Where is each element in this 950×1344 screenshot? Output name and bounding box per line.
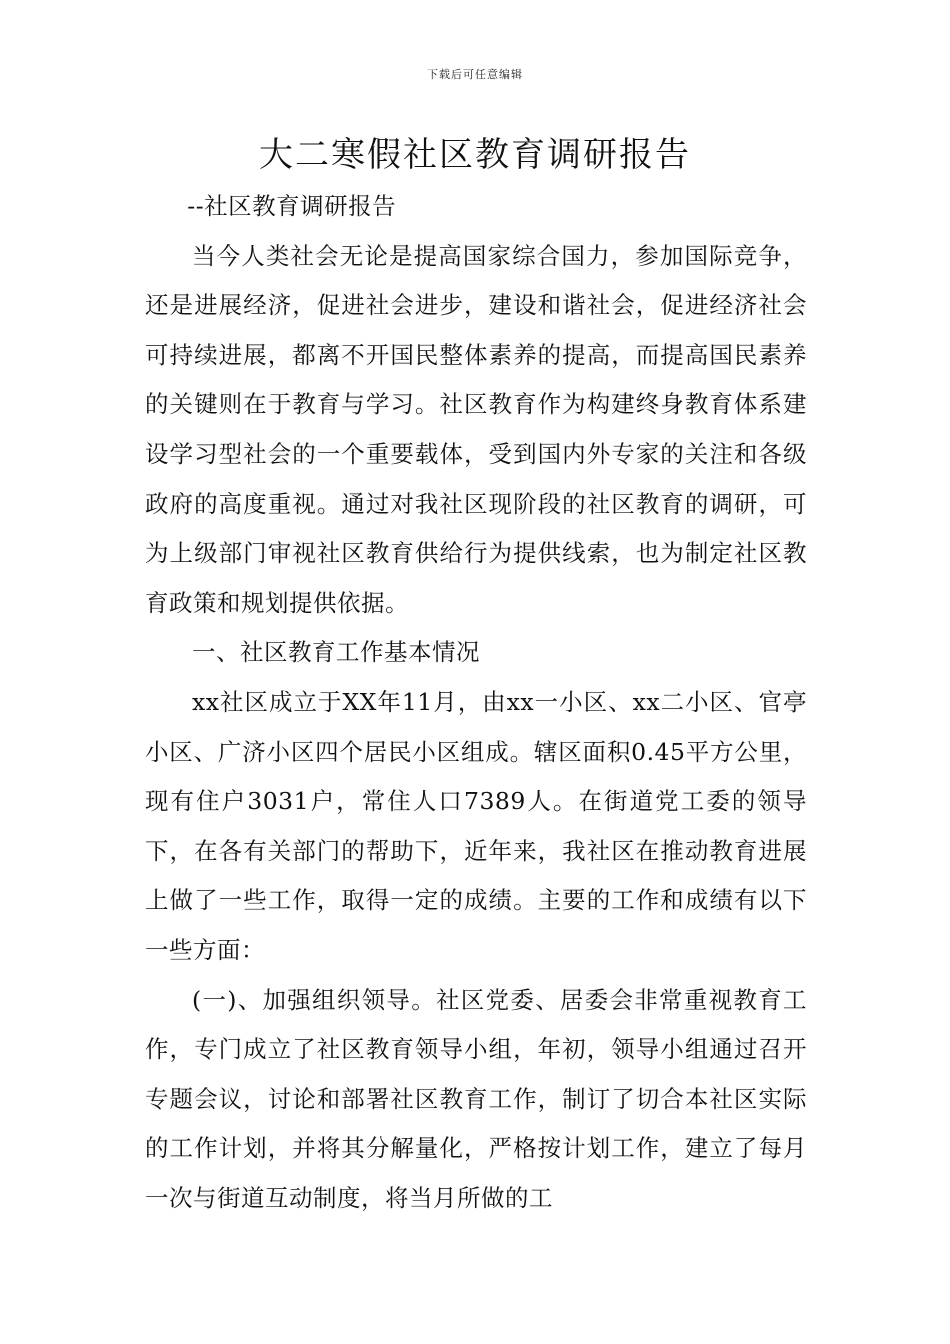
header-note: 下载后可任意编辑 (427, 68, 523, 81)
document-subtitle: --社区教育调研报告 (187, 192, 397, 220)
document-title: 大二寒假社区教育调研报告 (259, 135, 691, 175)
paragraph-organization-leadership: (一)、加强组织领导。社区党委、居委会非常重视教育工作，专门成立了社区教育领导小组，年初，领导小组通过召开专题会议，讨论和部署社区教育工作，制订了切合本社区实际的工作计划，并将其分解量化，严格按计划工作，建立了每月一次与街道互动制度，将当月所做的工 (145, 985, 807, 1212)
document-body (145, 182, 807, 1223)
section-heading-basic-situation: 一、社区教育工作基本情况 (192, 638, 480, 667)
paragraph-intro: 当今人类社会无论是提高国家综合国力，参加国际竞争，还是进展经济，促进社会进步，建设和谐社会，促进经济社会可持续进展，都离不开国民整体素养的提高，而提高国民素养的关键则在于教育与学习。社区教育作为构建终身教育体系建设学习型社会的一个重要载体，受到国内外专家的关注和各级政府的高度重视。通过对我社区现阶段的社区教育的调研，可为上级部门审视社区教育供给行为提供线索，也为制定社区教育政策和规划提供依据。 (145, 241, 807, 617)
paragraph-community-overview: xx社区成立于XX年11月，由xx一小区、xx二小区、官亭小区、广济小区四个居民小区组成。辖区面积0.45平方公里，现有住户3031户，常住人口7389人。在街道党工委的领导下，在各有关部门的帮助下，近年来，我社区在推动教育进展上做了一些工作，取得一定的成绩。主要的工作和成绩有以下一些方面： (145, 687, 807, 964)
